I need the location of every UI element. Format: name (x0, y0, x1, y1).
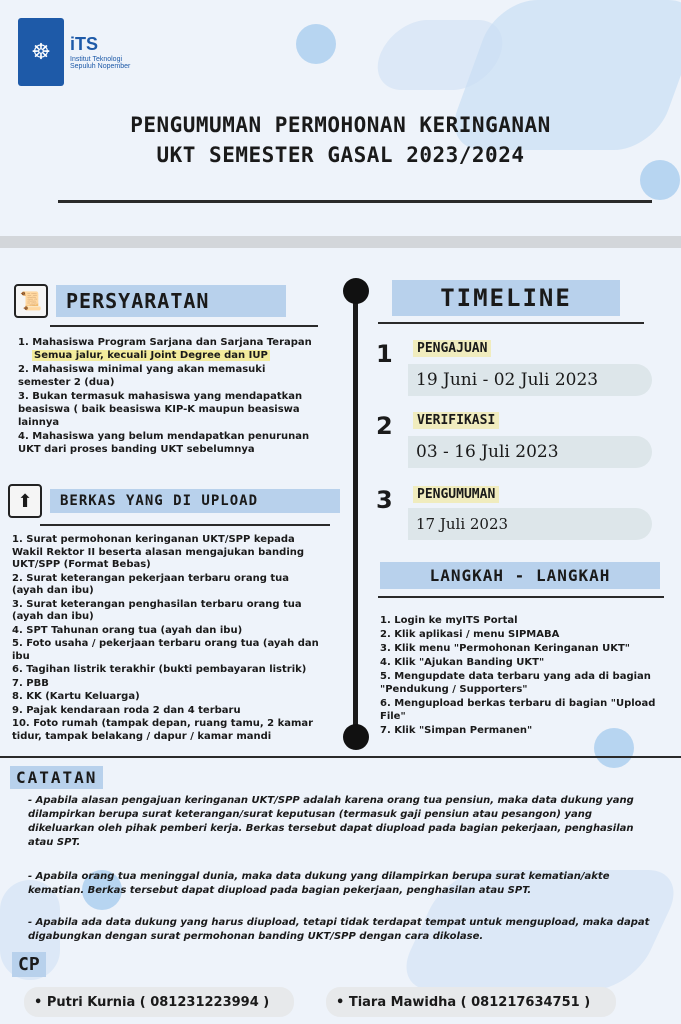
contact-person: • Putri Kurnia ( 081231223994 ) (24, 987, 294, 1017)
list-item: 1. Mahasiswa Program Sarjana dan Sarjana Terapan (18, 337, 312, 348)
list-item: 5. Foto usaha / pekerjaan terbaru orang tua (ayah dan ibu (12, 638, 319, 662)
list-item: 4. SPT Tahunan orang tua (ayah dan ibu) (12, 624, 243, 636)
divider-dot-top (343, 278, 369, 304)
langkah-underline (378, 596, 664, 598)
berkas-header (8, 484, 340, 518)
step-label: PENGAJUAN (413, 340, 491, 357)
list-item: 1. Surat permohonan keringanan UKT/SPP kepada Wakil Rektor II beserta alasan mengajukan banding UKT/SPP (Format Bebas) (12, 534, 305, 570)
berkas-heading: BERKAS YANG DI UPLOAD (50, 489, 340, 513)
step-number: 2 (376, 412, 393, 440)
step-date: 03 - 16 Juli 2023 (408, 436, 652, 468)
upload-file-icon: ⬆ (8, 484, 42, 518)
list-item: 2. Mahasiswa minimal yang akan memasuki semester 2 (dua) (18, 364, 266, 388)
list-item: 7. Klik "Simpan Permanen" (380, 725, 533, 736)
langkah-heading: LANGKAH - LANGKAH (380, 562, 660, 589)
step-date: 19 Juni - 02 Juli 2023 (408, 364, 652, 396)
background-dot (296, 24, 336, 64)
its-emblem-icon: ☸ (18, 18, 64, 86)
page-title (0, 110, 681, 170)
contact-person: • Tiara Mawidha ( 081217634751 ) (326, 987, 616, 1017)
scroll-icon: 📜 (14, 284, 48, 318)
list-item: 3. Klik menu "Permohonan Keringanan UKT" (380, 643, 631, 654)
center-divider (353, 290, 358, 738)
its-logo (18, 18, 132, 86)
persyaratan-underline (50, 325, 318, 327)
title-divider (58, 200, 652, 203)
persyaratan-header (14, 284, 286, 318)
step-label: PENGUMUMAN (413, 486, 499, 503)
list-item: 4. Klik "Ajukan Banding UKT" (380, 657, 545, 668)
list-item: 3. Surat keterangan penghasilan terbaru orang tua (ayah dan ibu) (12, 598, 302, 622)
list-item: 2. Surat keterangan pekerjaan terbaru orang tua (ayah dan ibu) (12, 572, 289, 596)
title-line-1: PENGUMUMAN PERMOHONAN KERINGANAN (130, 113, 551, 137)
list-item: 6. Mengupload berkas terbaru di bagian "Upload File" (380, 698, 656, 722)
step-number: 3 (376, 486, 393, 514)
list-item: 6. Tagihan listrik terakhir (bukti pembayaran listrik) (12, 664, 307, 675)
list-item: 3. Bukan termasuk mahasiswa yang mendapatkan beasiswa ( baik beasiswa KIP-K maupun beasiswa lainnya (18, 391, 303, 428)
highlighted-note: Semua jalur, kecuali Joint Degree dan IUP (34, 350, 268, 361)
catatan-divider (0, 756, 681, 758)
logo-name: iTS (70, 33, 99, 54)
logo-text (70, 35, 132, 70)
step-date: 17 Juli 2023 (408, 508, 652, 540)
persyaratan-list (18, 336, 318, 457)
note-paragraph: - Apabila orang tua meninggal dunia, maka data dukung yang dilampirkan berupa surat kematian/akte kematian. Berkas tersebut dapat diupload pada bagian pekerjaan, penghasilan atau SPT. (28, 871, 610, 896)
langkah-list (380, 614, 666, 738)
list-item: 2. Klik aplikasi / menu SIPMABA (380, 629, 560, 640)
note-paragraph: - Apabila ada data dukung yang harus diupload, tetapi tidak terdapat tempat untuk mengupload, maka dapat digabungkan dengan surat permohonan banding UKT/SPP dengan cara dikolase. (28, 917, 650, 942)
catatan-heading: CATATAN (10, 766, 103, 789)
step-number: 1 (376, 340, 393, 368)
list-item: 5. Mengupdate data terbaru yang ada di bagian "Pendukung / Supporters" (380, 671, 651, 695)
persyaratan-heading: PERSYARATAN (56, 285, 286, 317)
list-item: 10. Foto rumah (tampak depan, ruang tamu, 2 kamar tidur, tampak belakang / dapur / kamar mandi (12, 718, 314, 742)
list-item (18, 349, 318, 362)
berkas-underline (40, 524, 330, 526)
list-item: 8. KK (Kartu Keluarga) (12, 691, 140, 702)
cp-heading: CP (12, 952, 46, 977)
list-item: 4. Mahasiswa yang belum mendapatkan penurunan UKT dari proses banding UKT sebelumnya (18, 431, 310, 455)
timeline-heading: TIMELINE (392, 280, 620, 316)
timeline-underline (378, 322, 644, 324)
title-line-2: UKT SEMESTER GASAL 2023/2024 (156, 143, 525, 167)
list-item: 7. PBB (12, 677, 49, 689)
section-divider (0, 236, 681, 248)
divider-dot-bottom (343, 724, 369, 750)
logo-subtitle: Institut Teknologi Sepuluh Nopember (70, 55, 131, 70)
list-item: 9. Pajak kendaraan roda 2 dan 4 terbaru (12, 704, 241, 716)
step-label: VERIFIKASI (413, 412, 499, 429)
berkas-list (12, 534, 322, 744)
list-item: 1. Login ke myITS Portal (380, 615, 518, 626)
note-paragraph: - Apabila alasan pengajuan keringanan UKT/SPP adalah karena orang tua pensiun, maka data dukung yang dilampirkan berupa surat keterangan/surat keputusan (termasuk gaji pensiun atau pesangon) yang dikeluarkan oleh pihak pemberi kerja. Berkas tersebut dapat diupload pada bagian pekerjaan, penghasilan atau SPT. (28, 795, 634, 848)
